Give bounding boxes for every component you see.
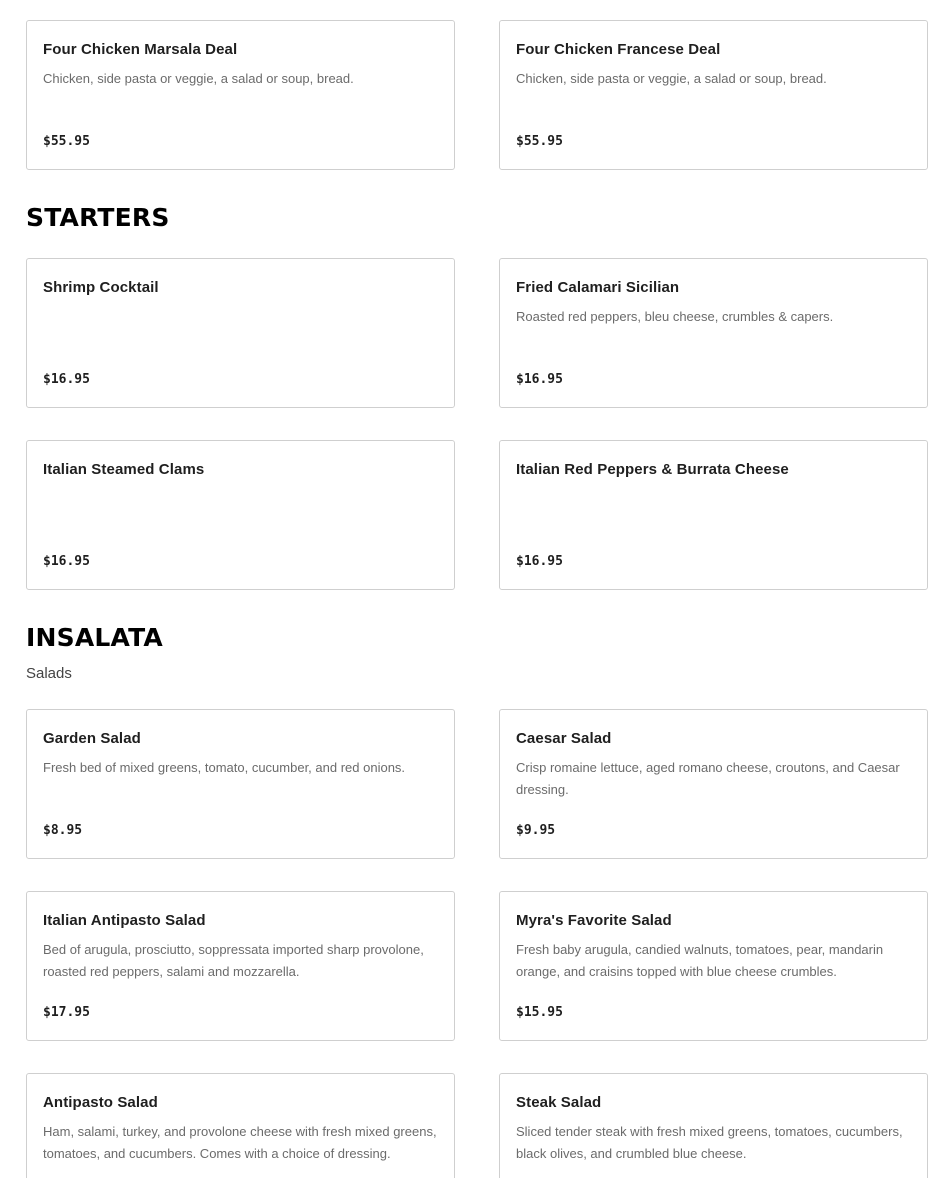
menu-item-title: Four Chicken Francese Deal [516, 41, 721, 58]
menu-item-description: Crisp romaine lettuce, aged romano cheese, croutons, and Caesar dressing. [516, 760, 900, 797]
menu-item-title: Myra's Favorite Salad [516, 912, 672, 929]
menu-item-price: $16.95 [516, 554, 563, 569]
section-title-starters: STARTERS [26, 203, 170, 232]
insalata-grid [26, 709, 928, 1178]
menu-item-card[interactable] [499, 440, 928, 590]
starters-grid [26, 258, 928, 590]
menu-item-title: Steak Salad [516, 1094, 602, 1111]
menu-item-description: Chicken, side pasta or veggie, a salad or soup, bread. [43, 71, 354, 86]
menu-item-price: $16.95 [43, 372, 90, 387]
menu-item-card[interactable] [26, 709, 455, 859]
menu-item-card[interactable] [26, 20, 455, 170]
menu-item-card[interactable] [26, 440, 455, 590]
menu-item-card[interactable] [499, 891, 928, 1041]
menu-item-card[interactable] [499, 258, 928, 408]
menu-item-description: Bed of arugula, prosciutto, soppressata imported sharp provolone, roasted red peppers, salami and mozzarella. [43, 942, 424, 979]
menu-item-description: Ham, salami, turkey, and provolone cheese with fresh mixed greens, tomatoes, and cucumbers. Comes with a choice of dressing. [43, 1124, 437, 1161]
menu-item-price: $15.95 [516, 1005, 563, 1020]
menu-item-price: $17.95 [43, 1005, 90, 1020]
menu-page [26, 20, 928, 1178]
menu-item-card[interactable] [26, 258, 455, 408]
section-subtitle: Salads [26, 665, 72, 682]
menu-item-title: Italian Red Peppers & Burrata Cheese [516, 461, 789, 478]
menu-item-card[interactable] [26, 891, 455, 1041]
menu-item-card[interactable] [26, 1073, 455, 1178]
menu-item-title: Italian Steamed Clams [43, 461, 205, 478]
menu-item-title: Four Chicken Marsala Deal [43, 41, 238, 58]
menu-item-title: Shrimp Cocktail [43, 279, 159, 296]
menu-item-card[interactable] [499, 709, 928, 859]
menu-item-price: $55.95 [516, 134, 563, 149]
menu-item-title: Antipasto Salad [43, 1094, 158, 1111]
menu-item-price: $9.95 [516, 823, 556, 838]
menu-item-title: Italian Antipasto Salad [43, 912, 206, 929]
top-items-grid [26, 20, 928, 170]
menu-item-description: Fresh baby arugula, candied walnuts, tomatoes, pear, mandarin orange, and craisins topped with blue cheese crumbles. [516, 942, 884, 979]
menu-item-description: Sliced tender steak with fresh mixed greens, tomatoes, cucumbers, black olives, and crumbled blue cheese. [516, 1124, 903, 1161]
menu-item-title: Fried Calamari Sicilian [516, 279, 680, 296]
menu-item-card[interactable] [499, 1073, 928, 1178]
menu-item-description: Roasted red peppers, bleu cheese, crumbles & capers. [516, 309, 834, 324]
section-title-insalata: INSALATA [26, 623, 163, 652]
menu-item-price: $8.95 [43, 823, 83, 838]
menu-item-price: $16.95 [43, 554, 90, 569]
menu-item-title: Garden Salad [43, 730, 141, 747]
menu-item-card[interactable] [499, 20, 928, 170]
menu-item-title: Caesar Salad [516, 730, 612, 747]
menu-item-price: $55.95 [43, 134, 90, 149]
menu-item-description: Fresh bed of mixed greens, tomato, cucumber, and red onions. [43, 760, 406, 775]
menu-item-price: $16.95 [516, 372, 563, 387]
menu-item-description: Chicken, side pasta or veggie, a salad or soup, bread. [516, 71, 827, 86]
